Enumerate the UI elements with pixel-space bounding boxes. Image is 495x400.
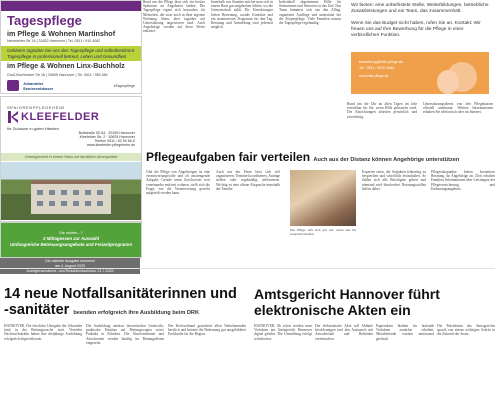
below-col-1: Rund um die Uhr an allen Tagen im Jahr erreichbar für Sie, wenn Hilfe gebraucht wird. Die Einrichtungen arbeiten persönlich und zuverlässig. [347, 102, 417, 119]
notfall-col-2: Die Ausbildung umfasst theoretischen Unterricht, praktische Einsätze auf Rettungswagen sowie Praktika in Kliniken. Die Absolventinnen und Absolventen werden künftig im Rettungsdienst eingesetzt. [86, 324, 164, 345]
amt-col-2: Die elektronische Akte soll Abläufe beschleunigen und den Austausch mit Anwaltschaft und Behörden vereinfachen. [315, 324, 373, 341]
johanniter-logo-text: Johanniter Seniorenhäuser [23, 81, 54, 91]
notfall-title-line-2: -sanitäter beenden erfolgreich ihre Ausbildung beim DRK [4, 302, 199, 318]
top-text-col-3: Individuell abgestimmte Hilfe für Seniorinnen und Senioren ist das Ziel. Das Team kümmert sich um den Alltag, organisiert Ausflüge und unterstützt bei der Körperpflege. Viele Familien nutzen die Tagespflege regelmäßig. [279, 0, 341, 26]
tagespflege-address: Nenndorfer Str 16 | 31832 Hannover | Tel. 0511 / 910 4062 [7, 39, 101, 43]
kleefelder-name: KLEEFELDER [21, 111, 100, 123]
next-issue-line-1: Die nächste Ausgabe erscheint [45, 259, 95, 263]
meal-ad-line-3: Umfangreiche Betreuungsangebote und Freizeitprogramm [10, 242, 132, 247]
tagespflege-brand-2: im Pflege & Wohnen Linx-Buchholz [7, 63, 125, 70]
kleefelder-slogan: Geborgenheit in einem Haus mit familiärer Atmosphäre [1, 153, 141, 161]
amt-title-line-2: elektronische Akten ein [254, 302, 411, 318]
pflege-photo-caption: Die Pflege teilt sich gut auf, wenn alle im Gespräch bleiben. [290, 228, 356, 236]
job-ad-phone: Tel.: 0511 / 3570 4583 [359, 66, 395, 70]
meal-ad-line-1: Sie wollen...? [59, 230, 83, 235]
section-divider [0, 268, 495, 269]
notfall-col-1: HANNOVER. Die feierliche Übergabe der Urkunden fand in der Rettungswache statt. Vierzehn Nachwuchskräfte haben ihre dreijährige Ausbildung erfolgreich abgeschlossen. [4, 324, 82, 341]
pflege-col-2: Auch aus der Ferne lässt sich viel organisieren: Termine koordinieren, Anträge stellen oder regelmäßig telefonieren. Wichtig ist eine offene Absprache innerhalb der Familie. [216, 170, 280, 191]
kleefelder-building-photo [1, 162, 141, 220]
kleefelder-address: Bultstraße 52-54 · 30159 Hannover Kleefelder Str. 2 · 30625 Hannover Telefon 0511 / 52 59 60-0 www.kleefelder-pflegeheim.de [78, 131, 135, 147]
job-ad-banner [351, 52, 489, 94]
job-ad [347, 0, 495, 150]
notfall-article-body [4, 324, 248, 400]
next-issue-line-2: am 4. August 2025 [55, 264, 85, 268]
notfall-subtitle: beenden erfolgreich ihre Ausbildung beim DRK [73, 310, 199, 316]
job-ad-website[interactable]: www.hilfe-pflege.de [359, 74, 389, 78]
pflege-col-1: Gibt die Pflege von Angehörigen ist eine verantwortungsvolle und oft anstrengende Aufgabe. Gerade wenn Geschwister weit voneinander entfernt wohnen, stellt sich die Frage, wie die Verantwortung gerecht aufgeteilt werden kann. [146, 170, 210, 196]
ad-top-band [1, 1, 141, 11]
kleefelder-ad [0, 96, 142, 222]
amtsgericht-headline [254, 286, 494, 322]
amt-col-4: Die Präsidentin des Amtsgerichts sprach von einem wichtigen Schritt in die Zukunft der Justiz. [437, 324, 495, 337]
kleefelder-kicker: SENIORENPFLEGEHEIM [7, 105, 65, 110]
top-text-col-1: Rund um die Pflege lässt sich ein breites Spektrum an Angeboten finden. Die Tagespflege eignet sich besonders für Menschen, die zwar noch in ihrer eigenen Wohnung leben, aber tagsüber auf Unterstützung angewiesen sind. Auch Angehörige werden auf diese Weise entlastet. [143, 0, 205, 34]
building-shape [31, 180, 111, 214]
meal-ad-line-2: 2 Mittagessen zur Auswahl [43, 236, 99, 241]
pflege-headline [146, 150, 495, 168]
tagespflege-brand: Tagespflege [7, 13, 82, 28]
pflege-article-body [146, 170, 495, 258]
amt-col-3: Papierakten bleiben für laufende Verfahren zunächst erhalten. Mitarbeitende wurden umfassend geschult. [376, 324, 434, 341]
kleefelder-tagline: Ihr Zuhause in guten Händen [7, 126, 59, 131]
tagespflege-slogan-2: Tagespflege in professionell betreut, Leben und Gesundheit [7, 54, 126, 59]
amt-col-1: HANNOVER. Ab sofort werden neue Verfahren am Amtsgericht Hannover digital geführt. Die Umstellung erfolgt schrittweise. [254, 324, 312, 341]
tagespflege-subtitle: im Pflege & Wohnen Martinshof [7, 29, 116, 38]
top-text-col-2: Innerhalb von Stunden möchte man sich in einem Haus gut aufgehoben fühlen, wo die Gemeinschaft zählt. Die Einrichtungen bieten Betreuung, soziale Kontakte und ein strukturiertes Programm für den Tag. Beratung und Anmeldung sind jederzeit möglich. [211, 0, 273, 30]
below-col-2: Unterstützungsdienst von den Pflegekassen offiziell anerkannt. Weitere Informationen erhalten Sie telefonisch oder im Internet. [423, 102, 493, 115]
tagespflege-slogan-1: Gebieten tagsüber bei uns den Tagespflege und selbstbestimmt [7, 48, 135, 53]
pflege-col-3: Experten raten, die Aufgaben frühzeitig zu besprechen und schriftlich festzuhalten. So fühlen sich alle Beteiligten gehört und niemand wird überfordert. Beratungsstellen helfen dabei. [362, 170, 426, 191]
pflege-subtitle: Auch aus der Distanz können Angehörige unterstützen [313, 157, 460, 163]
tagespflege-green-bar [1, 46, 141, 61]
top-article-text [143, 0, 343, 143]
amtsgericht-article-body [254, 324, 495, 400]
notfall-headline [4, 286, 244, 326]
next-issue-line-3: Anzeigenannahme- und Redaktionsschluss: 21.7.2025 [26, 269, 114, 273]
johanniter-logo-icon [7, 80, 19, 91]
job-ad-email[interactable]: bewerbung@hilfe-pflege.de [359, 60, 404, 64]
next-issue-info [0, 258, 140, 274]
pflege-title: Pflegeaufgaben fair verteilen [146, 150, 311, 164]
tagespflege-ad [0, 0, 142, 94]
tagespflege-address-2: Groß-Buchholzer Str 16 | 30655 Hannover | Tel. 0511 / 969 484 [7, 73, 108, 77]
pflege-photo [290, 170, 356, 236]
meal-ad [0, 222, 142, 258]
person-photo-2 [437, 70, 459, 94]
notfall-col-3: Der Kreisverband gratulierte allen Teilnehmenden herzlich und betonte die Bedeutung gut ausgebildeter Fachkräfte für die Region. [168, 324, 246, 337]
pflege-col-4: Pflegestützpunkte bieten kostenlose Beratung für Angehörige an. Dort erhalten Familien Informationen über Leistungen der Pflegeversicherung und Entlastungsangebote. [431, 170, 495, 191]
tagespflege-hashtag: #Tagespflege [113, 84, 135, 88]
notfall-title-line-1: 14 neue Notfallsanitäterinnen und [4, 286, 237, 302]
kleefelder-logo-icon [7, 110, 19, 124]
amt-title-line-1: Amtsgericht Hannover führt [254, 286, 440, 302]
job-ad-text: Wir bieten: eine unbefristete Stelle, Weiterbildungen, betriebliche Zusatzleistungen und ein Team, das zusammenhält. Wenn Sie das Budget nicht haben, rufen Sie an. Kontakt: Wir freuen uns auf Ihre Bewerbung für die Pflege in einer verbindlichen Funktion. [351, 3, 489, 38]
